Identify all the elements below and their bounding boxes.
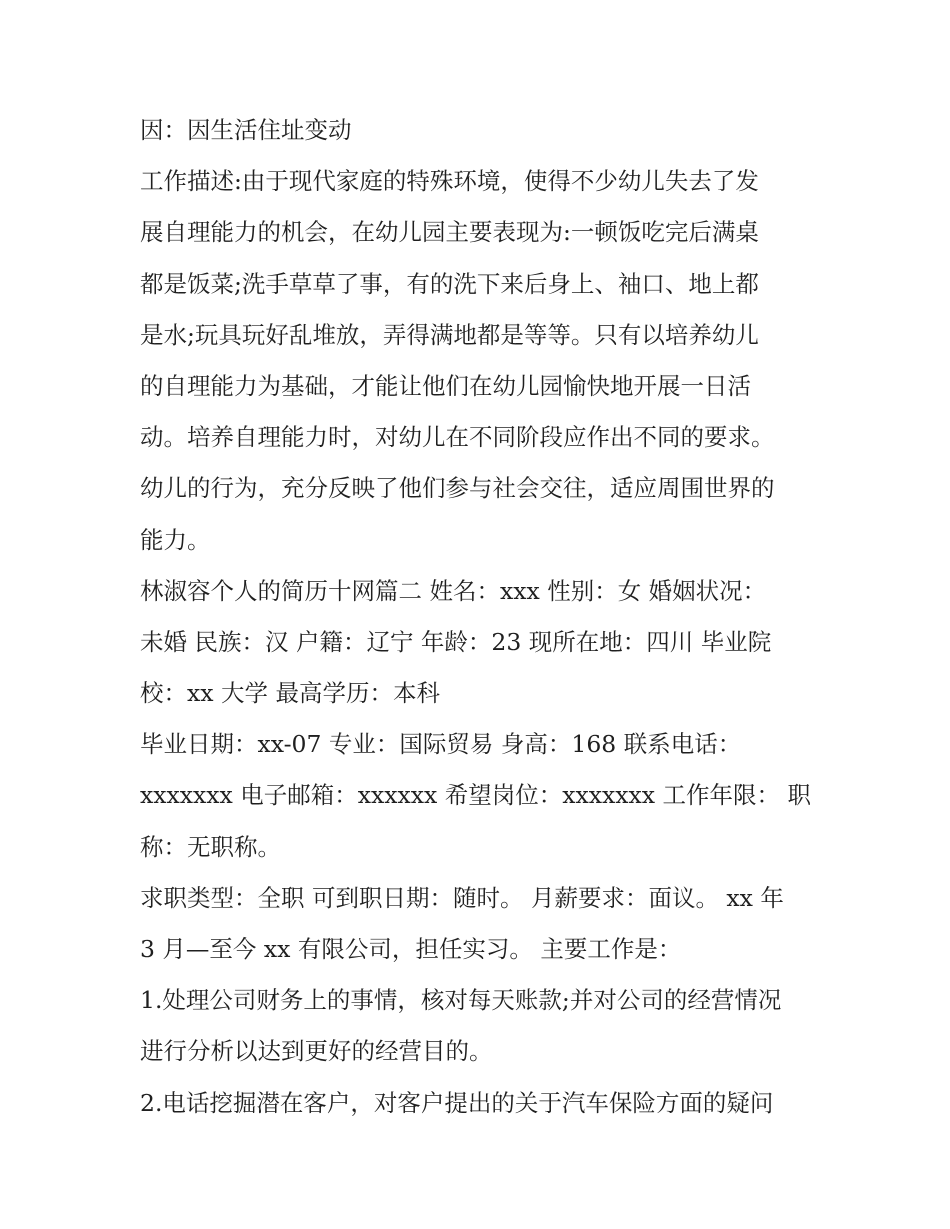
text-line: 林淑容个人的简历十网篇二 姓名：xxx 性别：女 婚姻状况： [140, 576, 767, 605]
text-line: 3 月—至今 xx 有限公司，担任实习。 主要工作是： [140, 935, 682, 963]
text-line: 进行分析以达到更好的经营目的。 [140, 1037, 493, 1066]
text-line: 求职类型：全职 可到职日期：随时。 月薪要求：面议。 xx 年 [140, 883, 784, 912]
text-line: 展自理能力的机会，在幼儿园主要表现为:一顿饭吃完后满桌 [140, 218, 759, 247]
text-line: 的自理能力为基础，才能让他们在幼儿园愉快地开展一日活 [140, 371, 751, 400]
text-line: 校：xx 大学 最高学历：本科 [140, 679, 440, 708]
text-line: 毕业日期：xx-07 专业：国际贸易 身高：168 联系电话： [140, 730, 742, 759]
text-line: 1.处理公司财务上的事情，核对每天账款;并对公司的经营情况 [140, 986, 782, 1015]
text-line: 称：无职称。 [140, 832, 281, 861]
text-line: 能力。 [140, 525, 211, 554]
text-line: 是水;玩具玩好乱堆放，弄得满地都是等等。只有以培养幼儿 [140, 320, 759, 349]
text-line: 未婚 民族：汉 户籍：辽宁 年龄：23 现所在地：四川 毕业院 [140, 627, 772, 656]
text-line: 动。培养自理能力时，对幼儿在不同阶段应作出不同的要求。 [140, 423, 775, 452]
document-body [140, 105, 815, 1129]
text-line: 因：因生活住址变动 [140, 116, 352, 144]
text-line: xxxxxxx 电子邮箱：xxxxxx 希望岗位：xxxxxxx 工作年限： 职 [140, 781, 811, 810]
text-line: 2.电话挖掘潜在客户，对客户提出的关于汽车保险方面的疑问 [140, 1088, 774, 1117]
text-line: 幼儿的行为，充分反映了他们参与社会交往，适应周围世界的 [140, 474, 775, 503]
text-line: 工作描述:由于现代家庭的特殊环境，使得不少幼儿失去了发 [140, 167, 759, 196]
text-line: 都是饭菜;洗手草草了事，有的洗下来后身上、袖口、地上都 [140, 269, 759, 298]
